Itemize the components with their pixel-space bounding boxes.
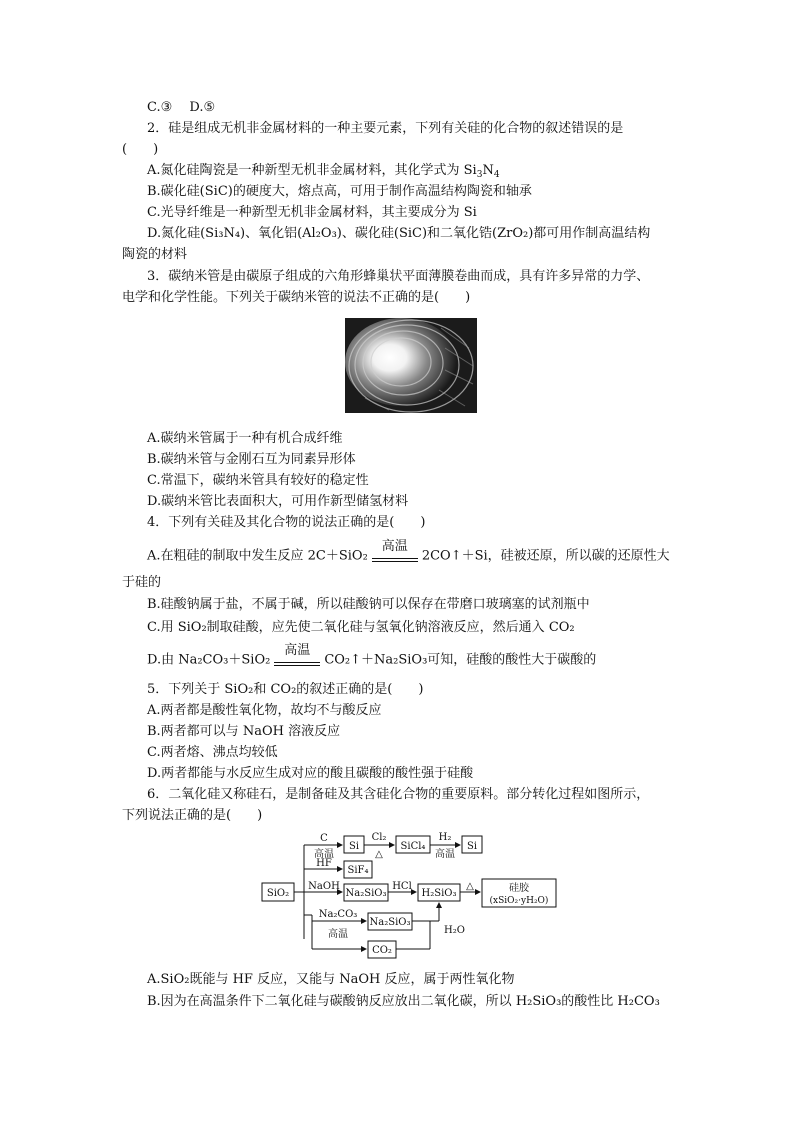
q4-option-d [147,643,597,670]
q3-stem-line2: 电学和化学性能。下列关于碳纳米管的说法不正确的是( ) [122,290,471,305]
q4-option-b: B.硅酸钠属于盐，不属于碱，所以硅酸钠可以保存在带磨口玻璃塞的试剂瓶中 [147,597,590,612]
reagent-h2o: H₂O [444,925,465,936]
label-silica-gel-formula: (xSiO₂·yH₂O) [489,896,549,906]
label-silica-gel: 硅胶 [509,883,529,894]
label-h2sio3: H₂SiO₃ [421,888,457,899]
q2-option-d-line1: D.氮化硅(Si₃N₄)、氧化铝(Al₂O₃)、碳化硅(SiC)和二氧化锆(ZrO₂)都可用作制高温结构 [147,226,651,241]
q5-option-d: D.两者都能与水反应生成对应的酸且碳酸的酸性强于硅酸 [147,766,474,781]
q3-stem-line1: 3．碳纳米管是由碳原子组成的六角形蜂巢状平面薄膜卷曲而成，具有许多异常的力学、 [147,269,650,284]
condition-label: 高温 [381,539,408,554]
q4-option-a-pre: A.在粗硅的制取中发生反应 2C＋SiO₂ [147,548,368,564]
label-sif4: SiF₄ [347,865,369,876]
q2-option-a-sub1: 3 [476,170,483,180]
q5-option-b: B.两者都可以与 NaOH 溶液反应 [147,724,341,739]
q2-option-a-mid: N [482,163,494,178]
reagent-h2: H₂ [438,832,452,843]
q5-option-a: A.两者都是酸性氧化物，故均不与酸反应 [147,703,382,718]
q4-option-a-line1 [147,539,670,566]
q2-stem-line2: ( ) [122,142,159,157]
cond-high-temp-1: 高温 [314,849,334,860]
q4-stem: 4．下列有关硅及其化合物的说法正确的是( ) [147,515,426,530]
reaction-condition [372,539,418,565]
q2-option-a-sub2: 4 [493,170,500,180]
q2-option-b: B.碳化硅(SiC)的硬度大，熔点高，可用于制作高温结构陶瓷和轴承 [147,184,532,199]
reagent-c: C [320,833,328,844]
cond-heat-2: △ [466,881,474,892]
carbon-nanotube-photo [345,318,477,413]
q2-stem-line1: 2．硅是组成无机非金属材料的一种主要元素，下列有关硅的化合物的叙述错误的是 [147,121,624,136]
label-si-1: Si [348,841,360,852]
q3-option-b: B.碳纳米管与金刚石互为同素异形体 [147,452,356,467]
conversion-flow-diagram [258,827,558,963]
q6-option-b: B.因为在高温条件下二氧化硅与碳酸钠反应放出二氧化碳，所以 H₂SiO₃的酸性比 H₂CO₃ [147,994,660,1009]
q4-option-d-pre: D.由 Na₂CO₃＋SiO₂ [147,652,271,668]
q2-option-d-line2: 陶瓷的材料 [122,247,188,262]
q2-option-a [147,162,500,180]
q3-option-a: A.碳纳米管属于一种有机合成纤维 [147,431,343,446]
label-na2sio3-1: Na₂SiO₃ [345,888,387,899]
cond-heat-1: △ [375,849,383,860]
label-co2: CO₂ [372,945,392,956]
q4-option-a-post: 2CO↑＋Si，硅被还原，所以碳的还原性大 [421,548,670,564]
q5-stem: 5．下列关于 SiO₂和 CO₂的叙述正确的是( ) [147,682,424,697]
q4-option-c: C.用 SiO₂制取硅酸，应先使二氧化硅与氢氧化钠溶液反应，然后通入 CO₂ [147,620,575,635]
q2-option-c: C.光导纤维是一种新型无机非金属材料，其主要成分为 Si [147,205,477,220]
q6-stem-line2: 下列说法正确的是( ) [122,808,263,823]
q4-option-d-post: CO₂↑＋Na₂SiO₃可知，硅酸的酸性大于碳酸的 [324,652,597,668]
cond-high-temp-3: 高温 [328,929,348,940]
reagent-cl2: Cl₂ [371,832,387,843]
label-sicl4: SiCl₄ [400,841,426,852]
q3-option-d: D.碳纳米管比表面积大，可用作新型储氢材料 [147,494,409,509]
q2-option-a-text: A.氮化硅陶瓷是一种新型无机非金属材料，其化学式为 Si [147,163,477,178]
q4-option-a-line2: 于硅的 [122,575,162,590]
reaction-condition [274,643,320,669]
cond-high-temp-2: 高温 [435,849,455,860]
reagent-na2co3: Na₂CO₃ [318,909,358,920]
reagent-hf: HF [316,858,332,869]
label-na2sio3-2: Na₂SiO₃ [369,917,411,928]
reagent-hcl: HCl [392,881,412,892]
q6-option-a: A.SiO₂既能与 HF 反应，又能与 NaOH 反应，属于两性氧化物 [147,972,515,987]
reagent-naoh: NaOH [308,881,340,892]
q3-option-c: C.常温下，碳纳米管具有较好的稳定性 [147,473,369,488]
condition-label: 高温 [284,643,311,658]
label-sio2: SiO₂ [266,888,290,899]
q1-options-tail: C.③ D.⑤ [147,100,216,115]
q5-option-c: C.两者熔、沸点均较低 [147,745,278,760]
label-si-2: Si [466,841,478,852]
q6-stem-line1: 6．二氧化硅又称硅石，是制备硅及其含硅化合物的重要原料。部分转化过程如图所示， [147,787,650,802]
